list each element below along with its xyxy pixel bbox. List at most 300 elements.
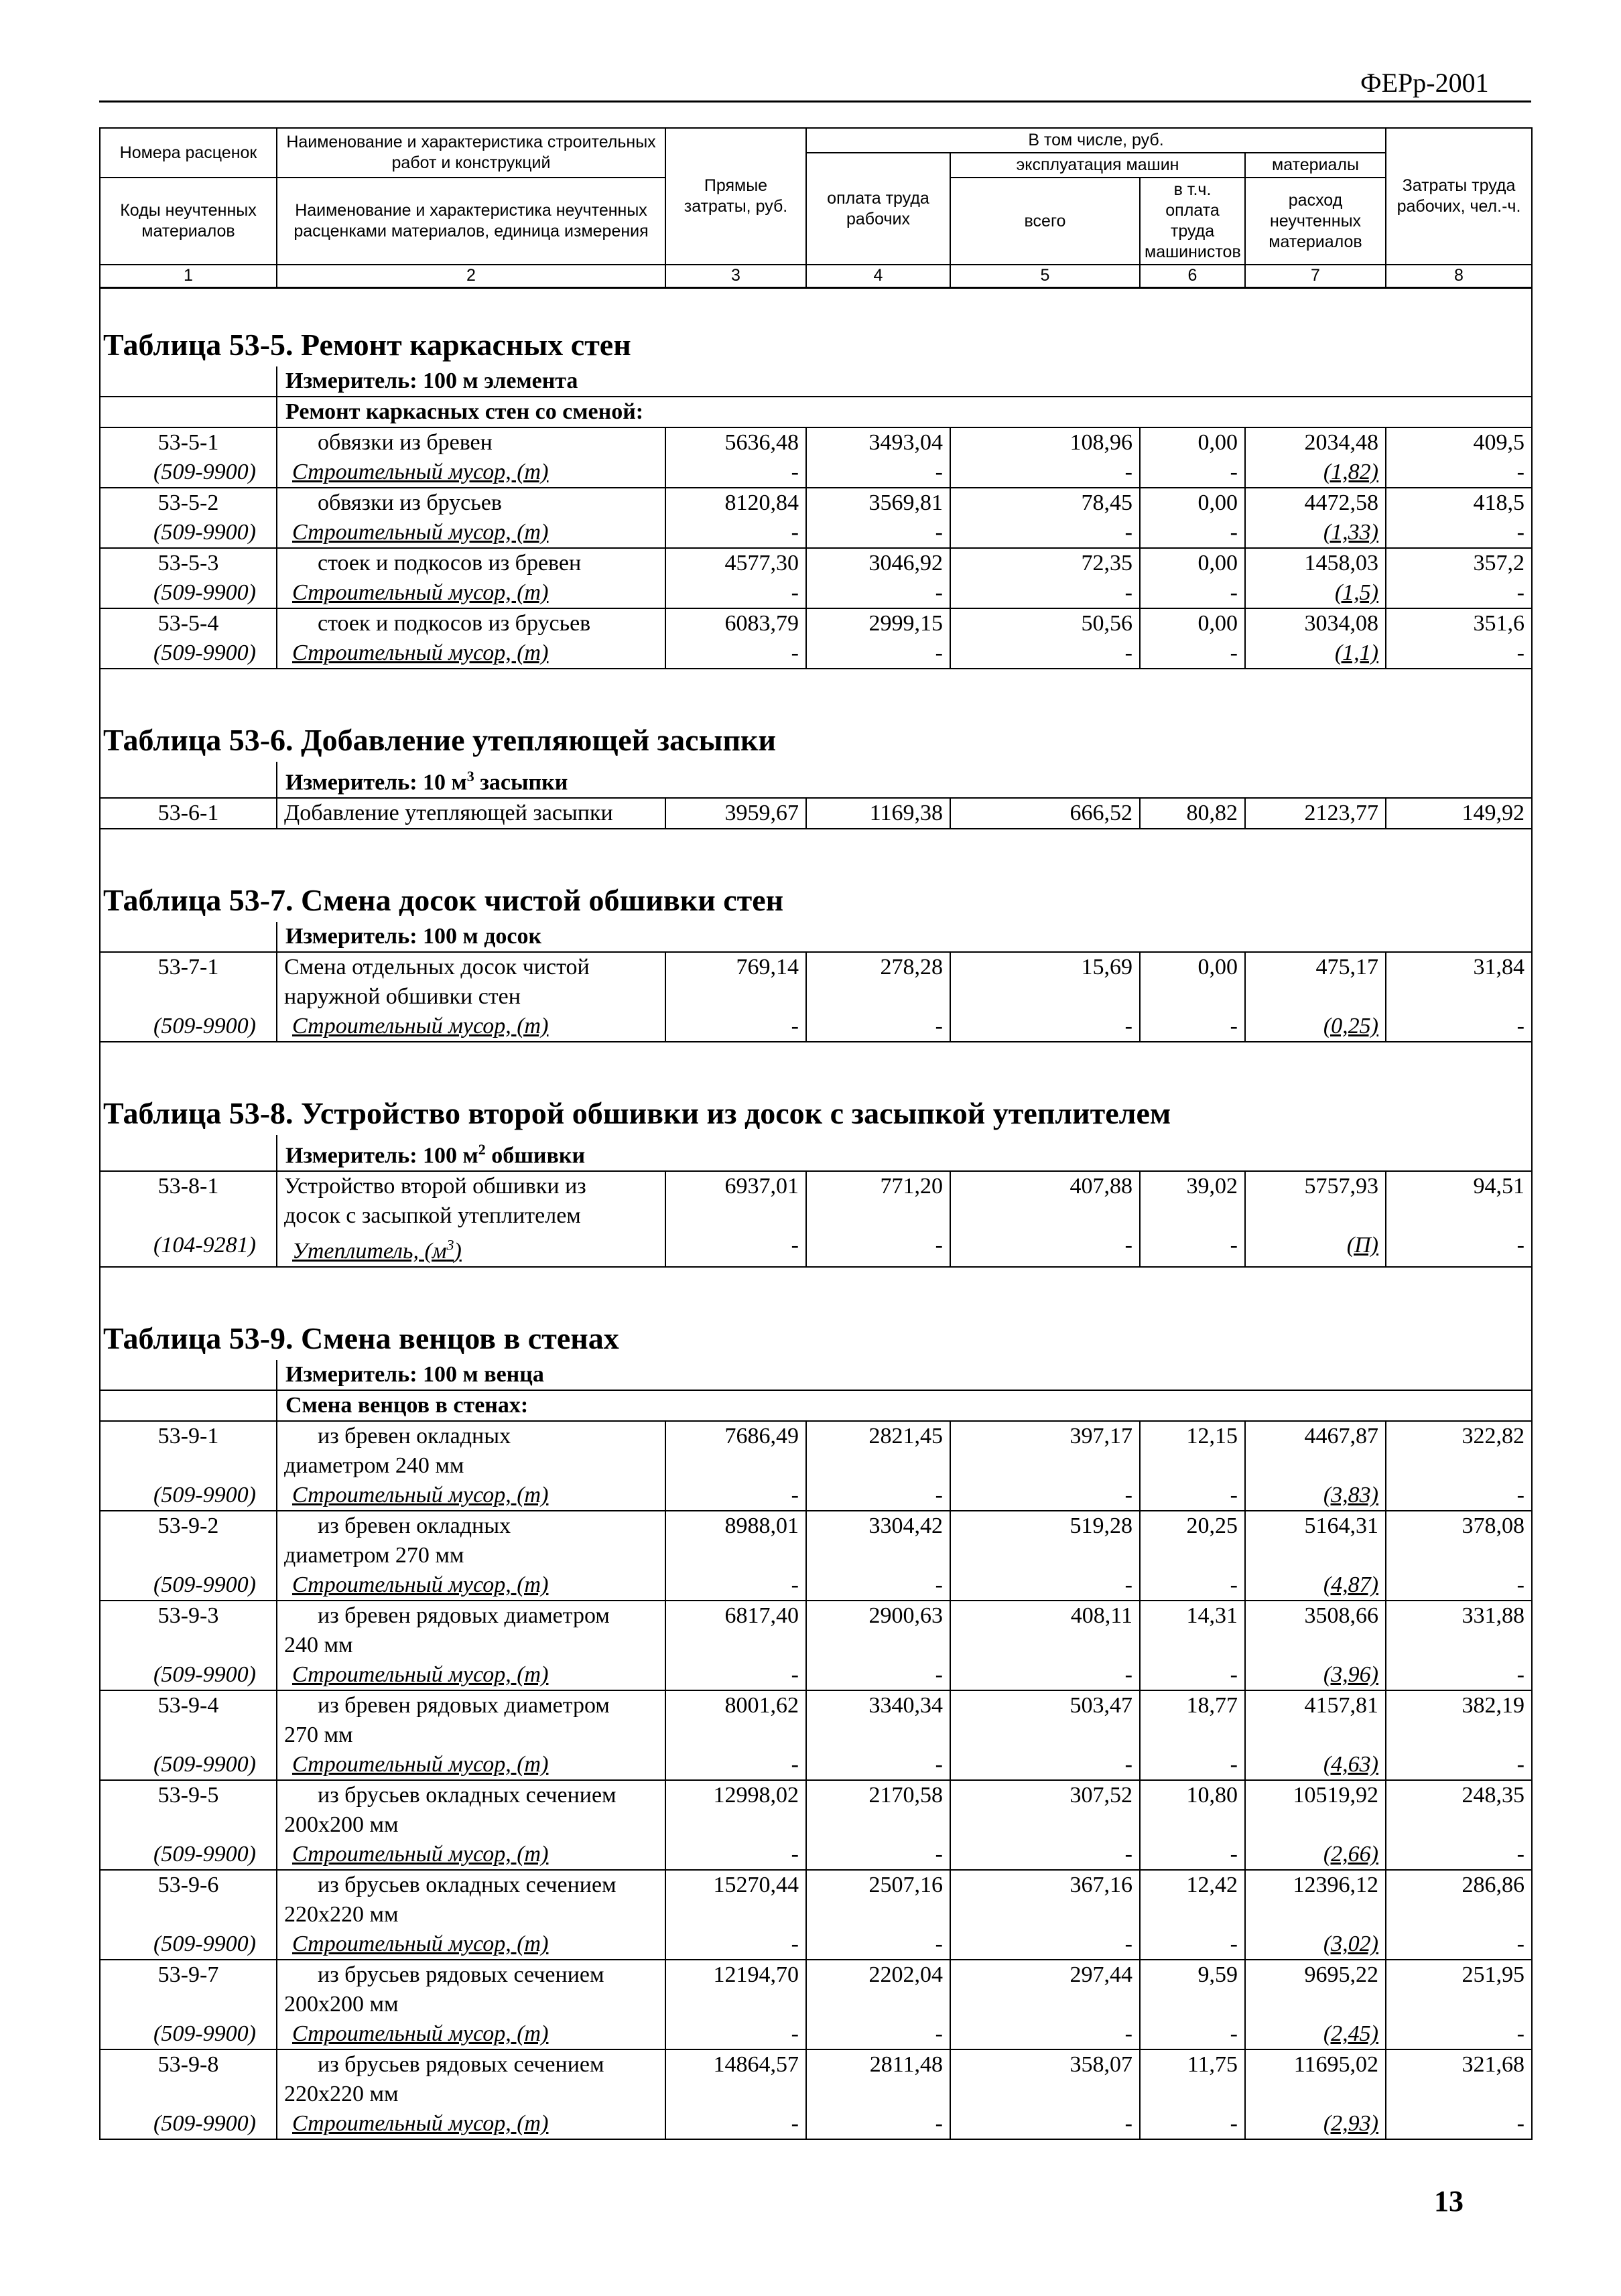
dash-cell: -	[950, 638, 1140, 669]
rate-name-line1: Смена отдельных досок чистой	[284, 954, 590, 980]
section-title: Таблица 53-6. Добавление утепляющей засыпки	[100, 719, 1532, 762]
spacer-cell	[100, 829, 1532, 879]
materials-cost: 3034,08	[1245, 608, 1386, 638]
section-spacer	[100, 669, 1532, 719]
material-unit-power: 3	[446, 1237, 454, 1254]
material-name-text: Строительный мусор, (т)	[292, 1013, 549, 1038]
dash-cell: -	[950, 578, 1140, 608]
rate-name: стоек и подкосов из брусьев	[277, 608, 665, 638]
material-code: (509-9900)	[100, 1750, 277, 1780]
labor-pay: 2900,63	[806, 1601, 950, 1660]
subheading-row	[100, 397, 1532, 427]
dash-cell: -	[950, 1660, 1140, 1690]
labor-pay: 2821,45	[806, 1421, 950, 1481]
dash-cell: -	[665, 1750, 806, 1780]
col6-header: в т.ч. оплата труда машинистов	[1140, 178, 1245, 265]
machines-total: 358,07	[950, 2049, 1140, 2109]
machinists-pay: 9,59	[1140, 1960, 1245, 2019]
colnum-1: 1	[100, 265, 277, 287]
direct-cost: 7686,49	[665, 1421, 806, 1481]
material-qty-text: (3,02)	[1323, 1932, 1378, 1957]
rate-name-line1: из бревен окладных	[318, 1513, 511, 1539]
rate-code: 53-9-7	[100, 1960, 277, 2019]
labor-hours: 382,19	[1386, 1690, 1532, 1750]
dash-cell: -	[806, 458, 950, 488]
material-name-text: Строительный мусор, (т)	[292, 459, 549, 484]
dash-cell: -	[806, 638, 950, 669]
dash-cell: -	[950, 1930, 1140, 1960]
dash-cell: -	[665, 1930, 806, 1960]
material-qty-text: (1,5)	[1334, 580, 1378, 605]
rate-row	[100, 1690, 1532, 1750]
material-qty	[1245, 1012, 1386, 1042]
colnum-7: 7	[1245, 265, 1386, 287]
meter-text: Измеритель: 100 м	[285, 1143, 478, 1168]
colnum-3: 3	[665, 265, 806, 287]
materials-cost: 475,17	[1245, 952, 1386, 1012]
section-title: Таблица 53-8. Устройство второй обшивки из досок с засыпкой утеплителем	[100, 1092, 1532, 1135]
dash-cell: -	[665, 518, 806, 548]
dash-cell: -	[665, 1660, 806, 1690]
direct-cost: 6083,79	[665, 608, 806, 638]
labor-pay: 3493,04	[806, 427, 950, 458]
rate-row	[100, 608, 1532, 638]
machinists-pay: 14,31	[1140, 1601, 1245, 1660]
material-qty	[1245, 1750, 1386, 1780]
dash-cell: -	[806, 1012, 950, 1042]
rate-row	[100, 427, 1532, 458]
dash-cell: -	[1386, 2109, 1532, 2139]
col3-header: Прямые затраты, руб.	[665, 128, 806, 265]
spacer-cell	[100, 1042, 1532, 1092]
dash-cell: -	[665, 1840, 806, 1870]
dash-cell: -	[806, 1231, 950, 1267]
material-qty-text: (1,82)	[1323, 459, 1378, 484]
machinists-pay: 0,00	[1140, 548, 1245, 578]
material-code: (509-9900)	[100, 518, 277, 548]
rates-table	[99, 127, 1533, 2140]
material-name	[277, 1930, 665, 1960]
dash-cell: -	[806, 1660, 950, 1690]
col7-header: расход неучтенных материалов	[1245, 178, 1386, 265]
rate-row	[100, 1421, 1532, 1481]
dash-cell: -	[1140, 1840, 1245, 1870]
machinists-pay: 12,15	[1140, 1421, 1245, 1481]
material-row	[100, 1750, 1532, 1780]
materials-cost: 5164,31	[1245, 1511, 1386, 1570]
labor-pay: 1169,38	[806, 798, 950, 829]
rate-row	[100, 952, 1532, 1012]
material-name	[277, 1481, 665, 1511]
labor-hours: 31,84	[1386, 952, 1532, 1012]
material-name	[277, 2019, 665, 2049]
direct-cost: 6817,40	[665, 1601, 806, 1660]
rate-name: стоек и подкосов из бревен	[277, 548, 665, 578]
rate-code: 53-5-1	[100, 427, 277, 458]
dash-cell: -	[1140, 1231, 1245, 1267]
dash-cell: -	[1140, 638, 1245, 669]
subheading: Ремонт каркасных стен со сменой:	[277, 397, 1532, 427]
labor-hours: 322,82	[1386, 1421, 1532, 1481]
section-spacer	[100, 829, 1532, 879]
meter-row	[100, 1135, 1532, 1171]
rate-name	[277, 1690, 665, 1750]
material-qty	[1245, 2109, 1386, 2139]
meter-text: Измеритель: 10 м	[285, 769, 467, 795]
section-spacer	[100, 1042, 1532, 1092]
material-qty-text: (2,45)	[1323, 2021, 1378, 2047]
material-qty	[1245, 1570, 1386, 1601]
rate-name	[277, 1421, 665, 1481]
meter-empty	[100, 366, 277, 397]
material-name-text: Строительный мусор, (т)	[292, 1932, 549, 1957]
machines-total: 307,52	[950, 1780, 1140, 1840]
rate-name: обвязки из брусьев	[277, 488, 665, 518]
rate-name: обвязки из бревен	[277, 427, 665, 458]
material-qty-text: (2,66)	[1323, 1842, 1378, 1867]
material-code: (104-9281)	[100, 1231, 277, 1267]
machinists-pay: 0,00	[1140, 488, 1245, 518]
material-qty	[1245, 1660, 1386, 1690]
dash-cell: -	[1140, 1750, 1245, 1780]
rate-name-line2: 220x220 мм	[284, 1902, 399, 1928]
dash-cell: -	[1140, 1660, 1245, 1690]
section-title-row	[100, 879, 1532, 922]
direct-cost: 12194,70	[665, 1960, 806, 2019]
section-meter: Измеритель: 100 м элемента	[277, 366, 1532, 397]
labor-pay: 2507,16	[806, 1870, 950, 1930]
meter-empty	[100, 762, 277, 798]
meter-text: обшивки	[485, 1143, 586, 1168]
rate-name-line2: 240 мм	[284, 1633, 353, 1658]
labor-hours: 286,86	[1386, 1870, 1532, 1930]
material-code: (509-9900)	[100, 1840, 277, 1870]
material-qty-text: (1,1)	[1334, 640, 1378, 665]
rate-code: 53-5-3	[100, 548, 277, 578]
rate-code: 53-9-4	[100, 1690, 277, 1750]
labor-pay: 3304,42	[806, 1511, 950, 1570]
material-name	[277, 1840, 665, 1870]
section-meter: Измеритель: 100 м досок	[277, 922, 1532, 952]
col2-header-top: Наименование и характеристика строительных работ и конструкций	[277, 128, 665, 178]
colnum-2: 2	[277, 265, 665, 287]
machinists-pay: 39,02	[1140, 1171, 1245, 1231]
meter-unit-power: 3	[466, 767, 474, 785]
material-qty	[1245, 518, 1386, 548]
rate-name-line2: 200x200 мм	[284, 1992, 399, 2017]
machines-total: 407,88	[950, 1171, 1140, 1231]
rate-name	[277, 1780, 665, 1840]
labor-pay: 3340,34	[806, 1690, 950, 1750]
material-qty	[1245, 1930, 1386, 1960]
labor-pay: 3046,92	[806, 548, 950, 578]
material-row	[100, 2109, 1532, 2139]
material-qty	[1245, 2019, 1386, 2049]
rate-code: 53-9-2	[100, 1511, 277, 1570]
materials-cost: 11695,02	[1245, 2049, 1386, 2109]
dash-cell: -	[1386, 458, 1532, 488]
rate-name-line1: из брусьев рядовых сечением	[318, 2052, 604, 2078]
machines-total: 408,11	[950, 1601, 1140, 1660]
direct-cost: 5636,48	[665, 427, 806, 458]
rate-row	[100, 2049, 1532, 2109]
materials-cost: 3508,66	[1245, 1601, 1386, 1660]
direct-cost: 3959,67	[665, 798, 806, 829]
rate-name-line1: из брусьев рядовых сечением	[318, 1962, 604, 1988]
subheading-empty	[100, 1390, 277, 1421]
material-name-text: Строительный мусор, (т)	[292, 1572, 549, 1598]
material-row	[100, 1231, 1532, 1267]
dash-cell: -	[665, 578, 806, 608]
machinists-pay: 20,25	[1140, 1511, 1245, 1570]
machinists-pay: 10,80	[1140, 1780, 1245, 1840]
machines-total: 503,47	[950, 1690, 1140, 1750]
dash-cell: -	[1386, 1660, 1532, 1690]
materials-cost: 4157,81	[1245, 1690, 1386, 1750]
material-code: (509-9900)	[100, 2109, 277, 2139]
rate-row	[100, 548, 1532, 578]
material-name-text: Строительный мусор, (т)	[292, 1842, 549, 1867]
rate-name	[277, 1870, 665, 1930]
rate-row	[100, 1601, 1532, 1660]
material-qty-text: (4,63)	[1323, 1752, 1378, 1777]
rate-name: Добавление утепляющей засыпки	[277, 798, 665, 829]
meter-empty	[100, 922, 277, 952]
materials-cost: 4467,87	[1245, 1421, 1386, 1481]
colnum-6: 6	[1140, 265, 1245, 287]
meter-empty	[100, 1360, 277, 1390]
section-spacer	[100, 1267, 1532, 1317]
col5-header: всего	[950, 178, 1140, 265]
dash-cell: -	[950, 518, 1140, 548]
rate-row	[100, 1960, 1532, 2019]
machines-total: 519,28	[950, 1511, 1140, 1570]
material-name	[277, 458, 665, 488]
rate-name	[277, 1511, 665, 1570]
col1-header-top: Номера расценок	[100, 128, 277, 178]
dash-cell: -	[950, 458, 1140, 488]
material-code: (509-9900)	[100, 578, 277, 608]
material-qty-text: (3,96)	[1323, 1662, 1378, 1688]
material-row	[100, 1481, 1532, 1511]
direct-cost: 14864,57	[665, 2049, 806, 2109]
dash-cell: -	[665, 2109, 806, 2139]
subheading: Смена венцов в стенах:	[277, 1390, 1532, 1421]
materials-cost: 2034,48	[1245, 427, 1386, 458]
material-code: (509-9900)	[100, 1570, 277, 1601]
material-name-text	[292, 1239, 462, 1264]
material-name-text: Строительный мусор, (т)	[292, 519, 549, 545]
spacer-cell	[100, 669, 1532, 719]
labor-pay: 771,20	[806, 1171, 950, 1231]
rate-name-line2: диаметром 270 мм	[284, 1543, 464, 1568]
rate-code: 53-9-5	[100, 1780, 277, 1840]
dash-cell: -	[950, 1840, 1140, 1870]
dash-cell: -	[665, 638, 806, 669]
rate-name-line1: из брусьев окладных сечением	[318, 1783, 617, 1808]
machines-total: 367,16	[950, 1870, 1140, 1930]
rate-name-line1: из бревен окладных	[318, 1424, 511, 1449]
material-row	[100, 638, 1532, 669]
dash-cell: -	[950, 1231, 1140, 1267]
material-name	[277, 638, 665, 669]
machinists-pay: 0,00	[1140, 427, 1245, 458]
rate-name-line2: диаметром 240 мм	[284, 1453, 464, 1479]
dash-cell: -	[950, 1481, 1140, 1511]
labor-pay: 2811,48	[806, 2049, 950, 2109]
labor-hours: 331,88	[1386, 1601, 1532, 1660]
rate-name-line2: 200x200 мм	[284, 1812, 399, 1838]
meter-row	[100, 762, 1532, 798]
document-code: ФЕРр-2001	[1360, 68, 1489, 98]
rate-row	[100, 1511, 1532, 1570]
meter-empty	[100, 1135, 277, 1171]
materials-cost: 5757,93	[1245, 1171, 1386, 1231]
labor-hours: 351,6	[1386, 608, 1532, 638]
material-code: (509-9900)	[100, 638, 277, 669]
section-title: Таблица 53-7. Смена досок чистой обшивки стен	[100, 879, 1532, 922]
rate-name-line2: досок с засыпкой утеплителем	[284, 1203, 581, 1229]
direct-cost: 8001,62	[665, 1690, 806, 1750]
dash-cell: -	[1386, 518, 1532, 548]
dash-cell: -	[806, 2109, 950, 2139]
material-name-text: Строительный мусор, (т)	[292, 1662, 549, 1688]
material-row	[100, 578, 1532, 608]
direct-cost: 6937,01	[665, 1171, 806, 1231]
section-title: Таблица 53-5. Ремонт каркасных стен	[100, 324, 1532, 366]
machinists-pay: 18,77	[1140, 1690, 1245, 1750]
material-name	[277, 1012, 665, 1042]
meter-row	[100, 366, 1532, 397]
material-code: (509-9900)	[100, 458, 277, 488]
rate-code: 53-9-1	[100, 1421, 277, 1481]
labor-hours: 149,92	[1386, 798, 1532, 829]
dash-cell: -	[950, 2109, 1140, 2139]
direct-cost: 8120,84	[665, 488, 806, 518]
dash-cell: -	[665, 2019, 806, 2049]
dash-cell: -	[806, 1481, 950, 1511]
dash-cell: -	[1386, 1231, 1532, 1267]
colnum-5: 5	[950, 265, 1140, 287]
machines-total: 297,44	[950, 1960, 1140, 2019]
dash-cell: -	[806, 2019, 950, 2049]
labor-hours: 248,35	[1386, 1780, 1532, 1840]
material-name	[277, 1660, 665, 1690]
material-row	[100, 458, 1532, 488]
dash-cell: -	[1386, 638, 1532, 669]
rate-name-line2: 270 мм	[284, 1723, 353, 1748]
labor-pay: 2999,15	[806, 608, 950, 638]
rate-name	[277, 2049, 665, 2109]
material-qty-text: (1,33)	[1323, 519, 1378, 545]
labor-hours: 418,5	[1386, 488, 1532, 518]
dash-cell: -	[1386, 1570, 1532, 1601]
machinists-pay: 80,82	[1140, 798, 1245, 829]
material-qty-text: (2,93)	[1323, 2111, 1378, 2137]
meter-text: засыпки	[474, 769, 568, 795]
material-row	[100, 1660, 1532, 1690]
material-qty-text: (0,25)	[1323, 1013, 1378, 1038]
dash-cell: -	[1386, 1750, 1532, 1780]
section-title-row	[100, 1317, 1532, 1360]
col2-header-bottom: Наименование и характеристика неучтенных расценками материалов, единица измерения	[277, 178, 665, 265]
rate-name	[277, 952, 665, 1012]
spacer-cell	[100, 1267, 1532, 1317]
material-name-part: )	[454, 1239, 462, 1264]
material-name-part: Утеплитель, (м	[292, 1239, 447, 1264]
material-name	[277, 1570, 665, 1601]
incl-header: В том числе, руб.	[806, 128, 1386, 153]
material-name	[277, 2109, 665, 2139]
materials-cost: 10519,92	[1245, 1780, 1386, 1840]
material-name	[277, 578, 665, 608]
dash-cell: -	[1140, 2019, 1245, 2049]
dash-cell: -	[1140, 2109, 1245, 2139]
rate-name-line1: из бревен рядовых диаметром	[318, 1693, 610, 1718]
material-name-text: Строительный мусор, (т)	[292, 2021, 549, 2047]
section-meter	[277, 1135, 1532, 1171]
material-qty	[1245, 638, 1386, 669]
spacer-cell	[100, 287, 1532, 324]
dash-cell: -	[806, 1750, 950, 1780]
material-qty	[1245, 578, 1386, 608]
material-name-text: Строительный мусор, (т)	[292, 1483, 549, 1508]
material-code: (509-9900)	[100, 1660, 277, 1690]
materials-cost: 9695,22	[1245, 1960, 1386, 2019]
section-meter: Измеритель: 100 м венца	[277, 1360, 1532, 1390]
dash-cell: -	[806, 1840, 950, 1870]
rate-name-line2: 220x220 мм	[284, 2082, 399, 2107]
materials-cost: 1458,03	[1245, 548, 1386, 578]
section-spacer	[100, 287, 1532, 324]
section-title-row	[100, 324, 1532, 366]
section-meter	[277, 762, 1532, 798]
colnum-4: 4	[806, 265, 950, 287]
rate-code: 53-6-1	[100, 798, 277, 829]
dash-cell: -	[1140, 518, 1245, 548]
material-name	[277, 1750, 665, 1780]
materials-cost: 2123,77	[1245, 798, 1386, 829]
material-code: (509-9900)	[100, 2019, 277, 2049]
dash-cell: -	[665, 1012, 806, 1042]
page-number: 13	[1434, 2185, 1464, 2218]
material-qty	[1245, 458, 1386, 488]
rate-row	[100, 798, 1532, 829]
material-code: (509-9900)	[100, 1012, 277, 1042]
dash-cell: -	[1140, 458, 1245, 488]
material-name	[277, 1231, 665, 1267]
labor-hours: 378,08	[1386, 1511, 1532, 1570]
direct-cost: 8988,01	[665, 1511, 806, 1570]
dash-cell: -	[806, 578, 950, 608]
rate-code: 53-8-1	[100, 1171, 277, 1231]
direct-cost: 4577,30	[665, 548, 806, 578]
machines-total: 72,35	[950, 548, 1140, 578]
rate-name	[277, 1960, 665, 2019]
dash-cell: -	[665, 1481, 806, 1511]
machines-total: 108,96	[950, 427, 1140, 458]
rate-code: 53-7-1	[100, 952, 277, 1012]
meter-row	[100, 1360, 1532, 1390]
machinists-pay: 0,00	[1140, 608, 1245, 638]
dash-cell: -	[806, 518, 950, 548]
labor-hours: 409,5	[1386, 427, 1532, 458]
machines-total: 78,45	[950, 488, 1140, 518]
dash-cell: -	[950, 1570, 1140, 1601]
machinists-pay: 11,75	[1140, 2049, 1245, 2109]
material-row	[100, 1930, 1532, 1960]
material-row	[100, 2019, 1532, 2049]
